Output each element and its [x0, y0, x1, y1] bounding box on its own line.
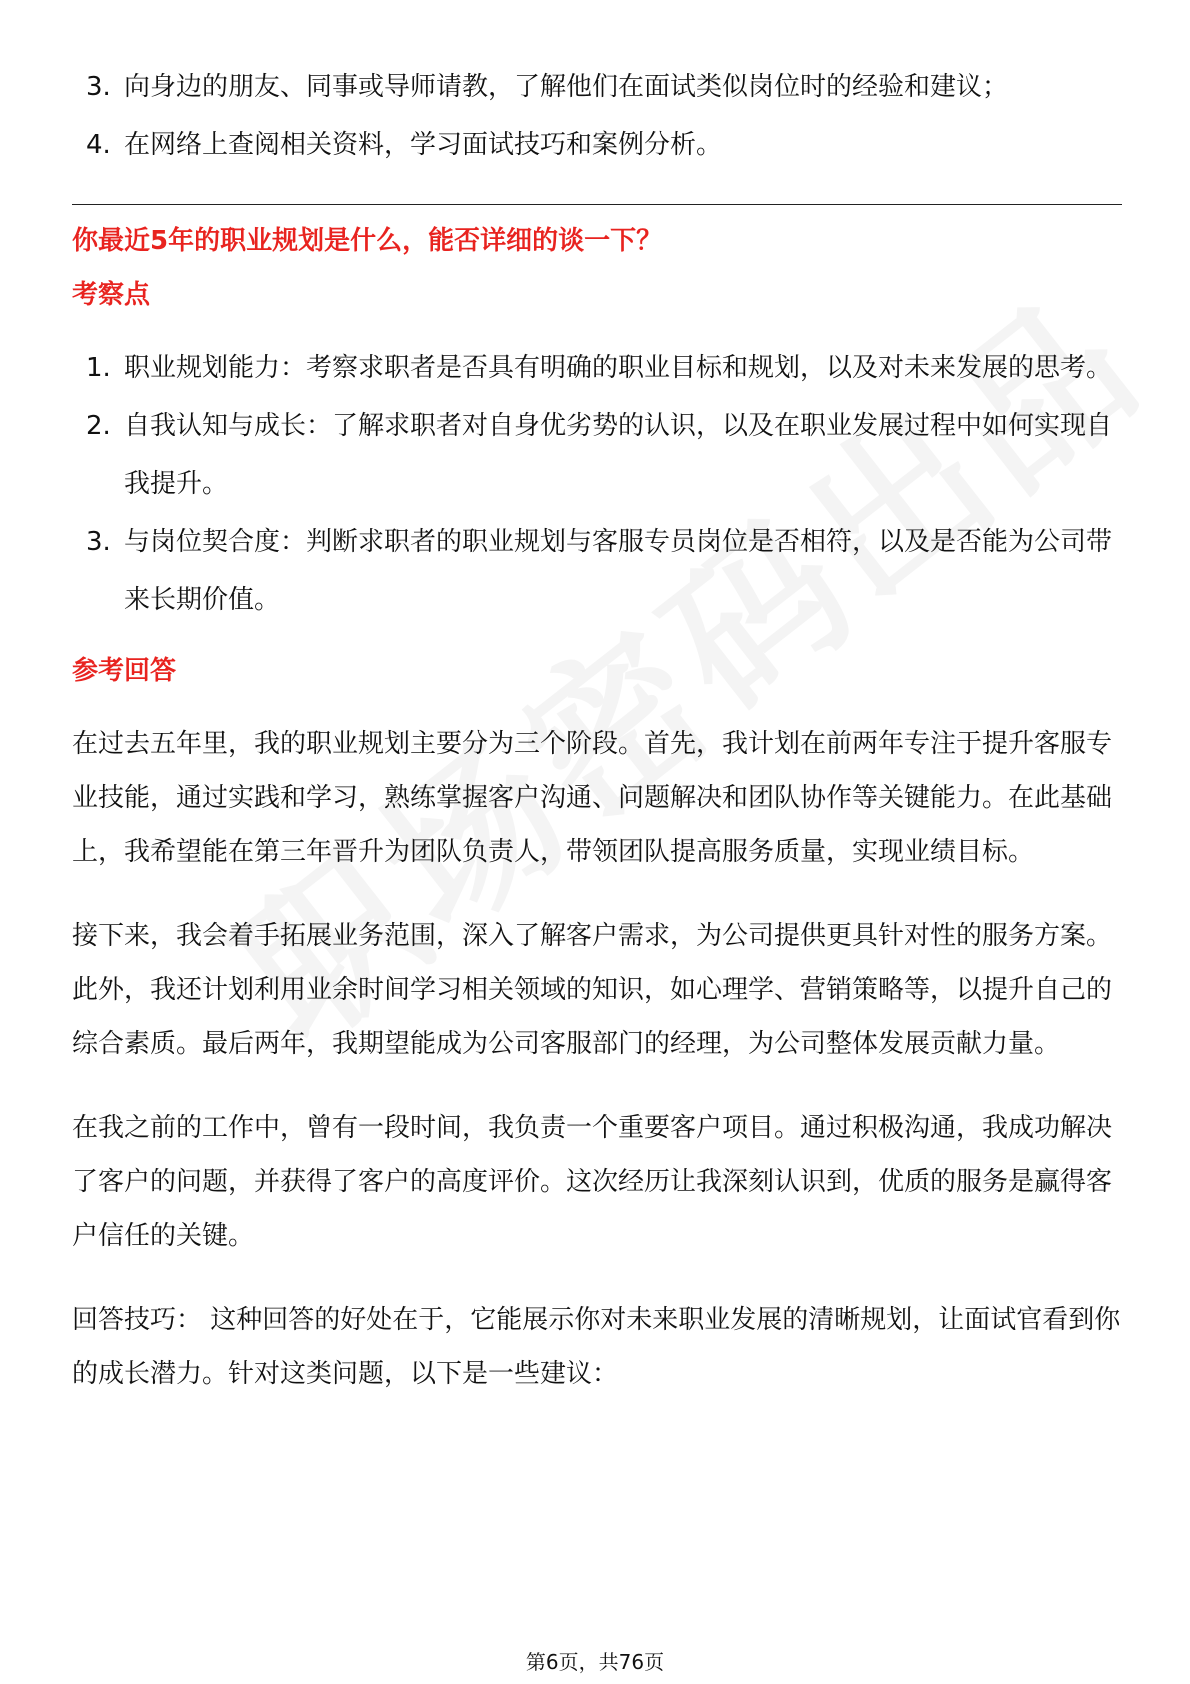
list-item-number: 1. [86, 353, 111, 383]
list-item-text: 向身边的朋友、同事或导师请教，了解他们在面试类似岗位时的经验和建议； [124, 72, 1009, 102]
top-list [72, 58, 1122, 174]
list-item-text: 在网络上查阅相关资料，学习面试技巧和案例分析。 [124, 130, 723, 160]
question-heading: 你最近5年的职业规划是什么，能否详细的谈一下？ [72, 226, 663, 256]
points-list [72, 339, 1122, 629]
page-footer: 第6页，共76页 [525, 1650, 665, 1674]
list-item-text: 职业规划能力：考察求职者是否具有明确的职业目标和规划，以及对未来发展的思考。 [124, 353, 1113, 383]
list-item [72, 339, 1122, 397]
list-item-text: 自我认知与成长：了解求职者对自身优劣势的认识，以及在职业发展过程中如何实现自我提升。 [124, 411, 1113, 499]
list-item [72, 397, 1122, 513]
list-item-text: 与岗位契合度：判断求职者的职业规划与客服专员岗位是否相符，以及是否能为公司带来长期价值。 [124, 527, 1113, 615]
answer-tips-paragraph: 回答技巧： 这种回答的好处在于，它能展示你对未来职业发展的清晰规划，让面试官看到你的成长潜力。针对这类问题，以下是一些建议： [72, 1305, 1121, 1389]
list-item [72, 58, 1122, 116]
answer-paragraph: 在过去五年里，我的职业规划主要分为三个阶段。首先，我计划在前两年专注于提升客服专业技能，通过实践和学习，熟练掌握客户沟通、问题解决和团队协作等关键能力。在此基础上，我希望能在第三年晋升为团队负责人，带领团队提高服务质量，实现业绩目标。 [72, 729, 1113, 867]
points-heading: 考察点 [72, 280, 151, 310]
answer-heading: 参考回答 [72, 656, 177, 686]
list-item-number: 4. [86, 130, 111, 160]
page-content [72, 58, 1122, 1401]
list-item-number: 2. [86, 411, 111, 441]
list-item [72, 116, 1122, 174]
list-item-number: 3. [86, 72, 111, 102]
list-item-number: 3. [86, 527, 111, 557]
answer-paragraph: 在我之前的工作中，曾有一段时间，我负责一个重要客户项目。通过积极沟通，我成功解决了客户的问题，并获得了客户的高度评价。这次经历让我深刻认识到，优质的服务是赢得客户信任的关键。 [72, 1113, 1113, 1251]
answer-paragraph: 接下来，我会着手拓展业务范围，深入了解客户需求，为公司提供更具针对性的服务方案。此外，我还计划利用业余时间学习相关领域的知识，如心理学、营销策略等，以提升自己的综合素质。最后两年，我期望能成为公司客服部门的经理，为公司整体发展贡献力量。 [72, 921, 1113, 1059]
list-item [72, 513, 1122, 629]
